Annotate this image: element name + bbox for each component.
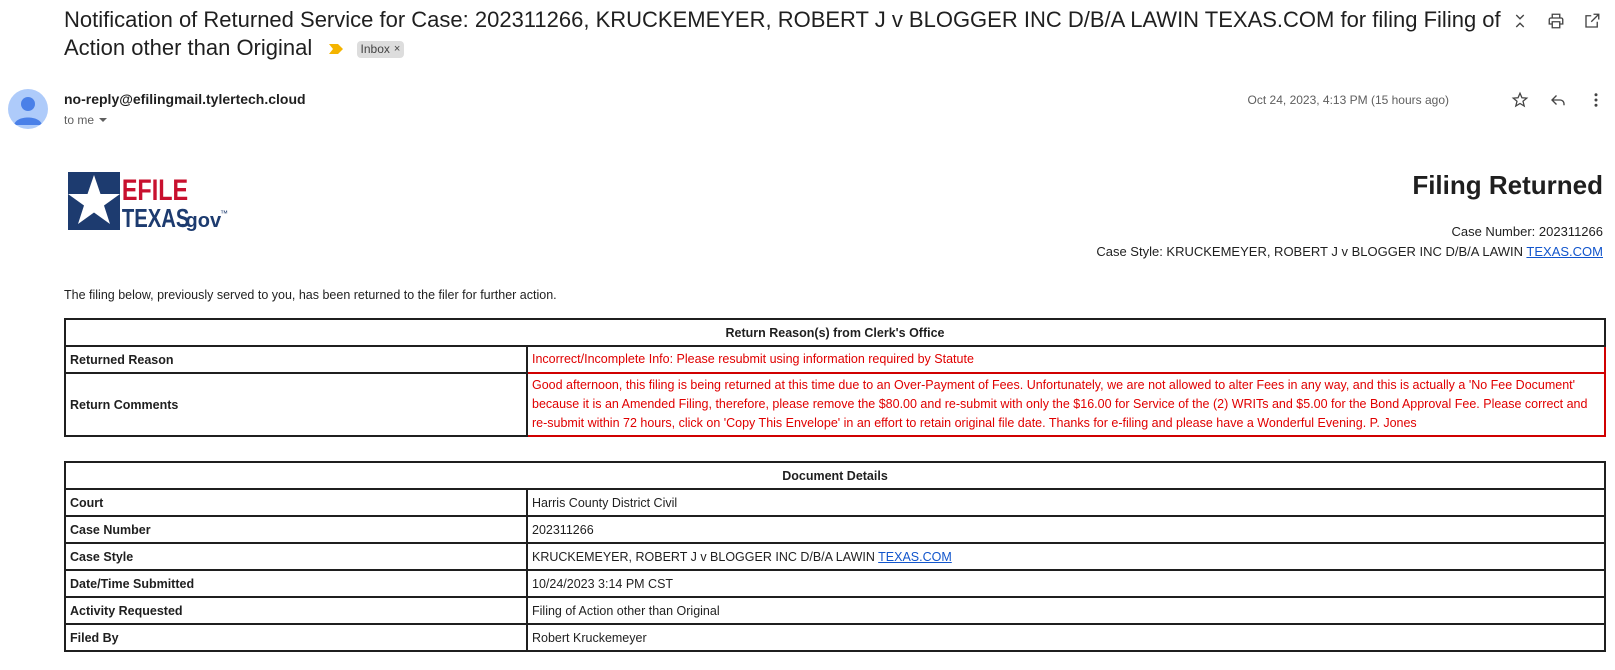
table-row (65, 570, 1605, 597)
header-case-number: Case Number: 202311266 (1451, 224, 1603, 239)
sender-avatar[interactable] (8, 89, 48, 129)
activity-value: Filing of Action other than Original (527, 597, 1605, 624)
open-in-new-icon (1583, 12, 1601, 30)
return-comments-value: Good afternoon, this filing is being returned at this time due to an Over-Payment of Fees. Unfortunately, we are not allowed to alter Fees in any way, and this is actually a 'No Fee Document' because it is an Amended Filing, therefore, please remove the $80.00 and re-submit with only the $16.00 for Service of the (2) WRITs and $5.00 for the Bond Approval Fee. Please correct and re-submit within 72 hours, click on 'Copy This Envelope' in an effort to retain original file date. Thanks for e-filing and please have a Wonderful Evening. P. Jones (527, 373, 1605, 436)
return-reasons-table (64, 318, 1606, 437)
filing-title: Filing Returned (1412, 170, 1603, 200)
message-date: Oct 24, 2023, 4:13 PM (15 hours ago) (1247, 93, 1449, 107)
header-case-style-link[interactable]: TEXAS.COM (1526, 244, 1603, 259)
table-row (65, 543, 1605, 570)
person-icon (8, 89, 48, 129)
open-new-window-button[interactable] (1579, 8, 1605, 34)
table-header-row (65, 462, 1605, 489)
reply-icon (1549, 91, 1567, 109)
court-value: Harris County District Civil (527, 489, 1605, 516)
case-number-label: Case Number (65, 516, 527, 543)
more-options-button[interactable] (1583, 87, 1609, 113)
table-header-row (65, 319, 1605, 346)
efile-texas-logo (68, 172, 230, 234)
return-reasons-title: Return Reason(s) from Clerk's Office (65, 319, 1605, 346)
importance-marker-icon[interactable] (328, 43, 344, 55)
logo-efile-text: EFILE (121, 173, 189, 207)
table-row (65, 373, 1605, 436)
case-number-value: 202311266 (527, 516, 1605, 543)
email-subject (64, 7, 1501, 60)
logo-tm-text: ™ (220, 209, 228, 218)
thread-actions (1507, 8, 1605, 34)
case-style-link[interactable]: TEXAS.COM (878, 549, 952, 564)
intro-text: The filing below, previously served to you, has been returned to the filer for further action. (64, 288, 557, 302)
case-style-text: KRUCKEMEYER, ROBERT J v BLOGGER INC D/B/A LAWIN (532, 549, 879, 564)
message-actions (1507, 87, 1609, 113)
collapse-all-button[interactable] (1507, 8, 1533, 34)
activity-label: Activity Requested (65, 597, 527, 624)
collapse-icon (1511, 12, 1529, 30)
star-button[interactable] (1507, 87, 1533, 113)
table-row (65, 346, 1605, 373)
table-row (65, 624, 1605, 651)
returned-reason-value: Incorrect/Incomplete Info: Please resubmit using information required by Statute (527, 346, 1605, 373)
table-row (65, 489, 1605, 516)
header-case-style (1096, 244, 1603, 259)
logo-gov-text: .gov (180, 210, 222, 232)
print-icon (1547, 12, 1565, 30)
returned-reason-label: Returned Reason (65, 346, 527, 373)
chevron-down-icon (98, 115, 108, 125)
document-details-title: Document Details (65, 462, 1605, 489)
inbox-label-chip[interactable] (357, 41, 405, 58)
submitted-label: Date/Time Submitted (65, 570, 527, 597)
court-label: Court (65, 489, 527, 516)
submitted-value: 10/24/2023 3:14 PM CST (527, 570, 1605, 597)
logo-texas-text: TEXAS (121, 203, 190, 233)
filed-by-label: Filed By (65, 624, 527, 651)
star-icon (1511, 91, 1529, 109)
header-case-style-text: Case Style: KRUCKEMEYER, ROBERT J v BLOGGER INC D/B/A LAWIN (1096, 244, 1527, 259)
recipient-details[interactable] (64, 113, 108, 127)
return-comments-label: Return Comments (65, 373, 527, 436)
table-row (65, 597, 1605, 624)
inbox-label-text: Inbox (360, 42, 390, 57)
sender-email[interactable]: no-reply@efilingmail.tylertech.cloud (64, 91, 306, 107)
reply-button[interactable] (1545, 87, 1571, 113)
email-subject-row (64, 6, 1504, 62)
case-style-value (527, 543, 1605, 570)
recipient-text: to me (64, 113, 95, 127)
case-style-label: Case Style (65, 543, 527, 570)
filed-by-value: Robert Kruckemeyer (527, 624, 1605, 651)
more-vert-icon (1587, 91, 1605, 109)
document-details-table (64, 461, 1606, 652)
table-row (65, 516, 1605, 543)
email-subject-text: Notification of Returned Service for Case: 202311266, KRUCKEMEYER, ROBERT J v BLOGGER INC D/B/A LAWIN TEXAS.COM for filing Filing of Action other than Original (64, 7, 1501, 60)
remove-label-icon[interactable]: × (393, 43, 401, 56)
print-button[interactable] (1543, 8, 1569, 34)
